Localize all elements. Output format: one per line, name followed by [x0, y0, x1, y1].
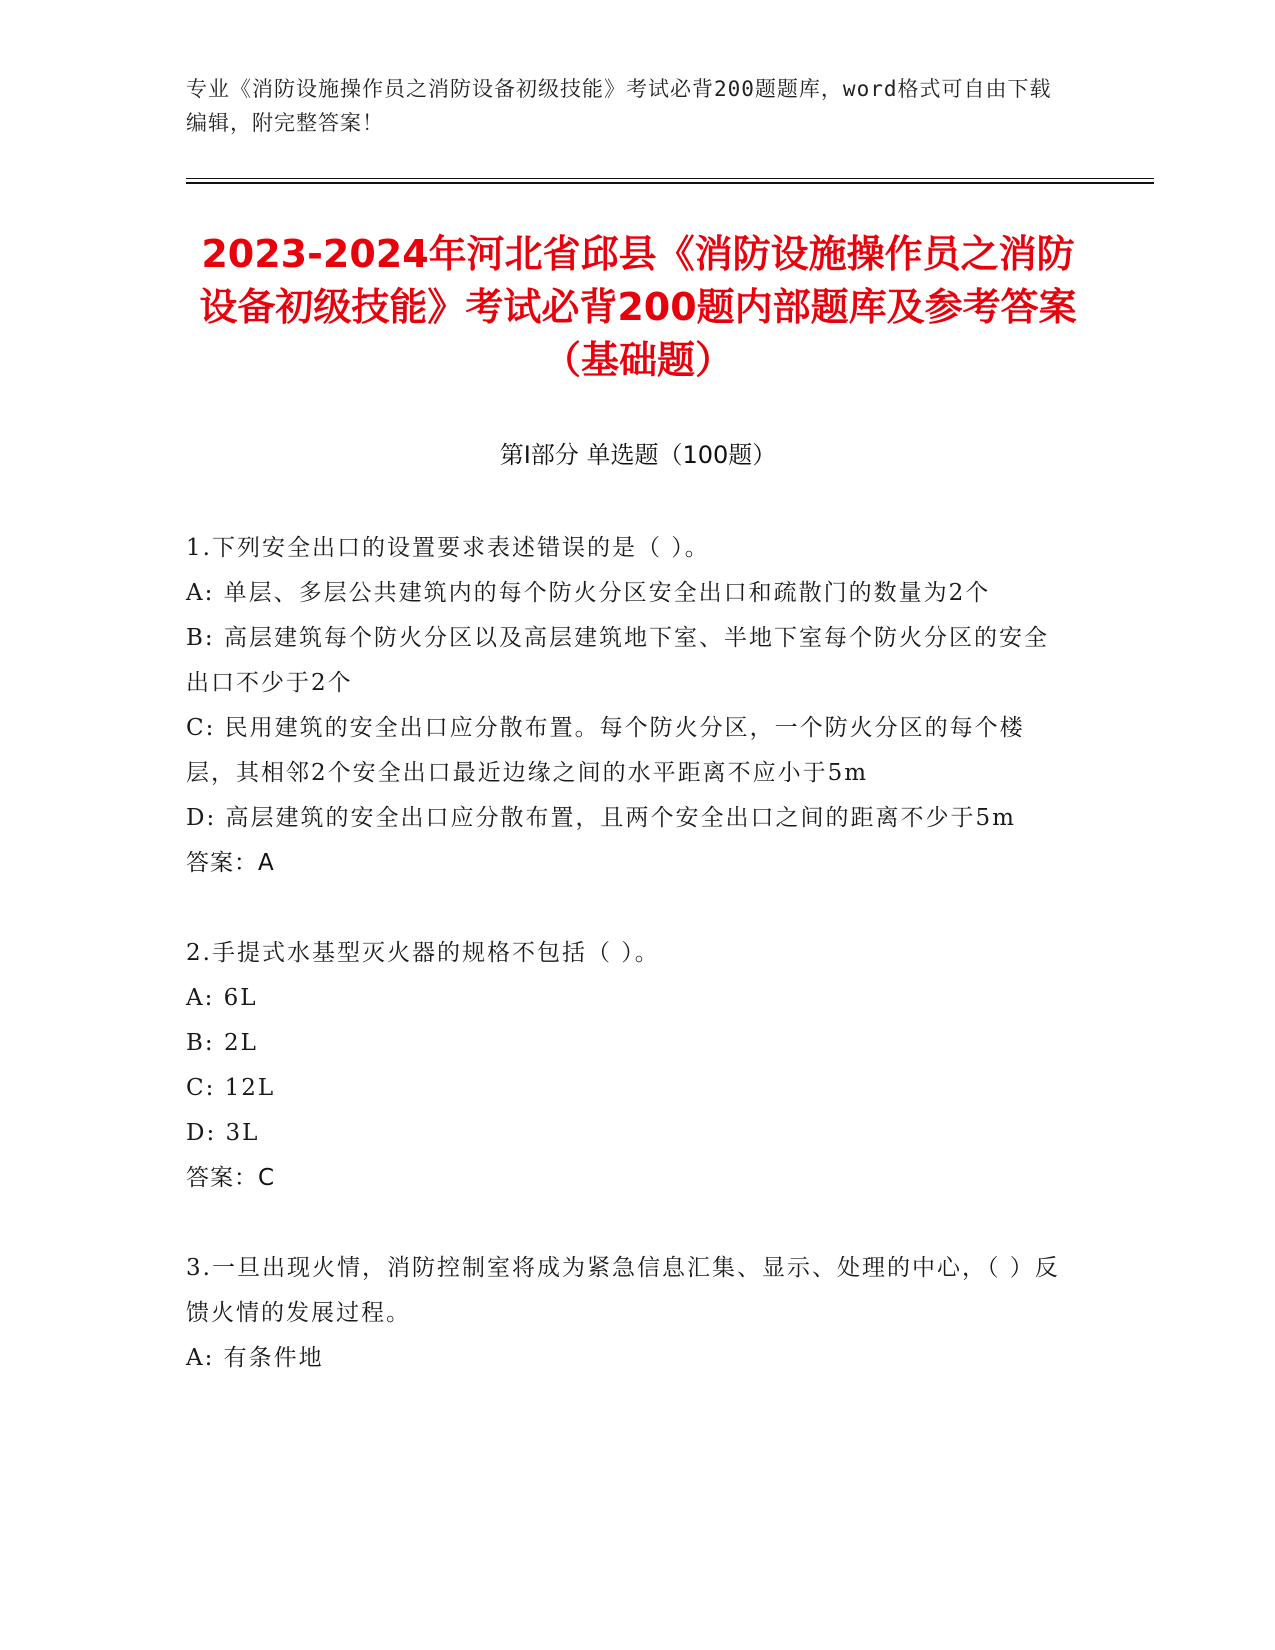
question-stem: 2.手提式水基型灭火器的规格不包括（ ）。 — [186, 940, 660, 966]
header-divider-thin — [186, 178, 1154, 179]
option-c: C: 民用建筑的安全出口应分散布置。每个防火分区，一个防火分区的每个楼层，其相邻2个安全出口最近边缘之间的水平距离不应小于5m — [186, 715, 1025, 786]
option-d: D: 3L — [186, 1120, 260, 1146]
question-list — [186, 526, 1066, 1381]
question-gap — [186, 1201, 1066, 1246]
header-divider-thick — [186, 182, 1154, 184]
question-1 — [186, 526, 1066, 886]
section-title: 第Ⅰ部分 单选题（100题） — [499, 441, 777, 469]
question-gap — [186, 886, 1066, 931]
option-d: D: 高层建筑的安全出口应分散布置，且两个安全出口之间的距离不少于5m — [186, 805, 1016, 831]
option-b: B: 2L — [186, 1030, 258, 1056]
question-stem: 1.下列安全出口的设置要求表述错误的是（ ）。 — [186, 535, 710, 561]
header-note: 专业《消防设施操作员之消防设备初级技能》考试必背200题题库，word格式可自由下载编辑，附完整答案！ — [186, 77, 1052, 135]
option-a: A: 6L — [186, 985, 258, 1011]
answer-label: 答案：A — [186, 850, 275, 876]
question-3 — [186, 1246, 1066, 1381]
answer-label: 答案：C — [186, 1165, 276, 1191]
document-title: 2023-2024年河北省邱县《消防设施操作员之消防设备初级技能》考试必背200题内部题库及参考答案（基础题） — [199, 232, 1077, 382]
option-a: A: 单层、多层公共建筑内的每个防火分区安全出口和疏散门的数量为2个 — [186, 580, 991, 606]
option-b: B: 高层建筑每个防火分区以及高层建筑地下室、半地下室每个防火分区的安全出口不少于2个 — [186, 625, 1049, 696]
option-c: C: 12L — [186, 1075, 276, 1101]
option-a: A: 有条件地 — [186, 1345, 324, 1371]
question-2 — [186, 931, 1066, 1201]
question-stem: 3.一旦出现火情，消防控制室将成为紧急信息汇集、显示、处理的中心，（ ）反馈火情的发展过程。 — [186, 1255, 1060, 1326]
